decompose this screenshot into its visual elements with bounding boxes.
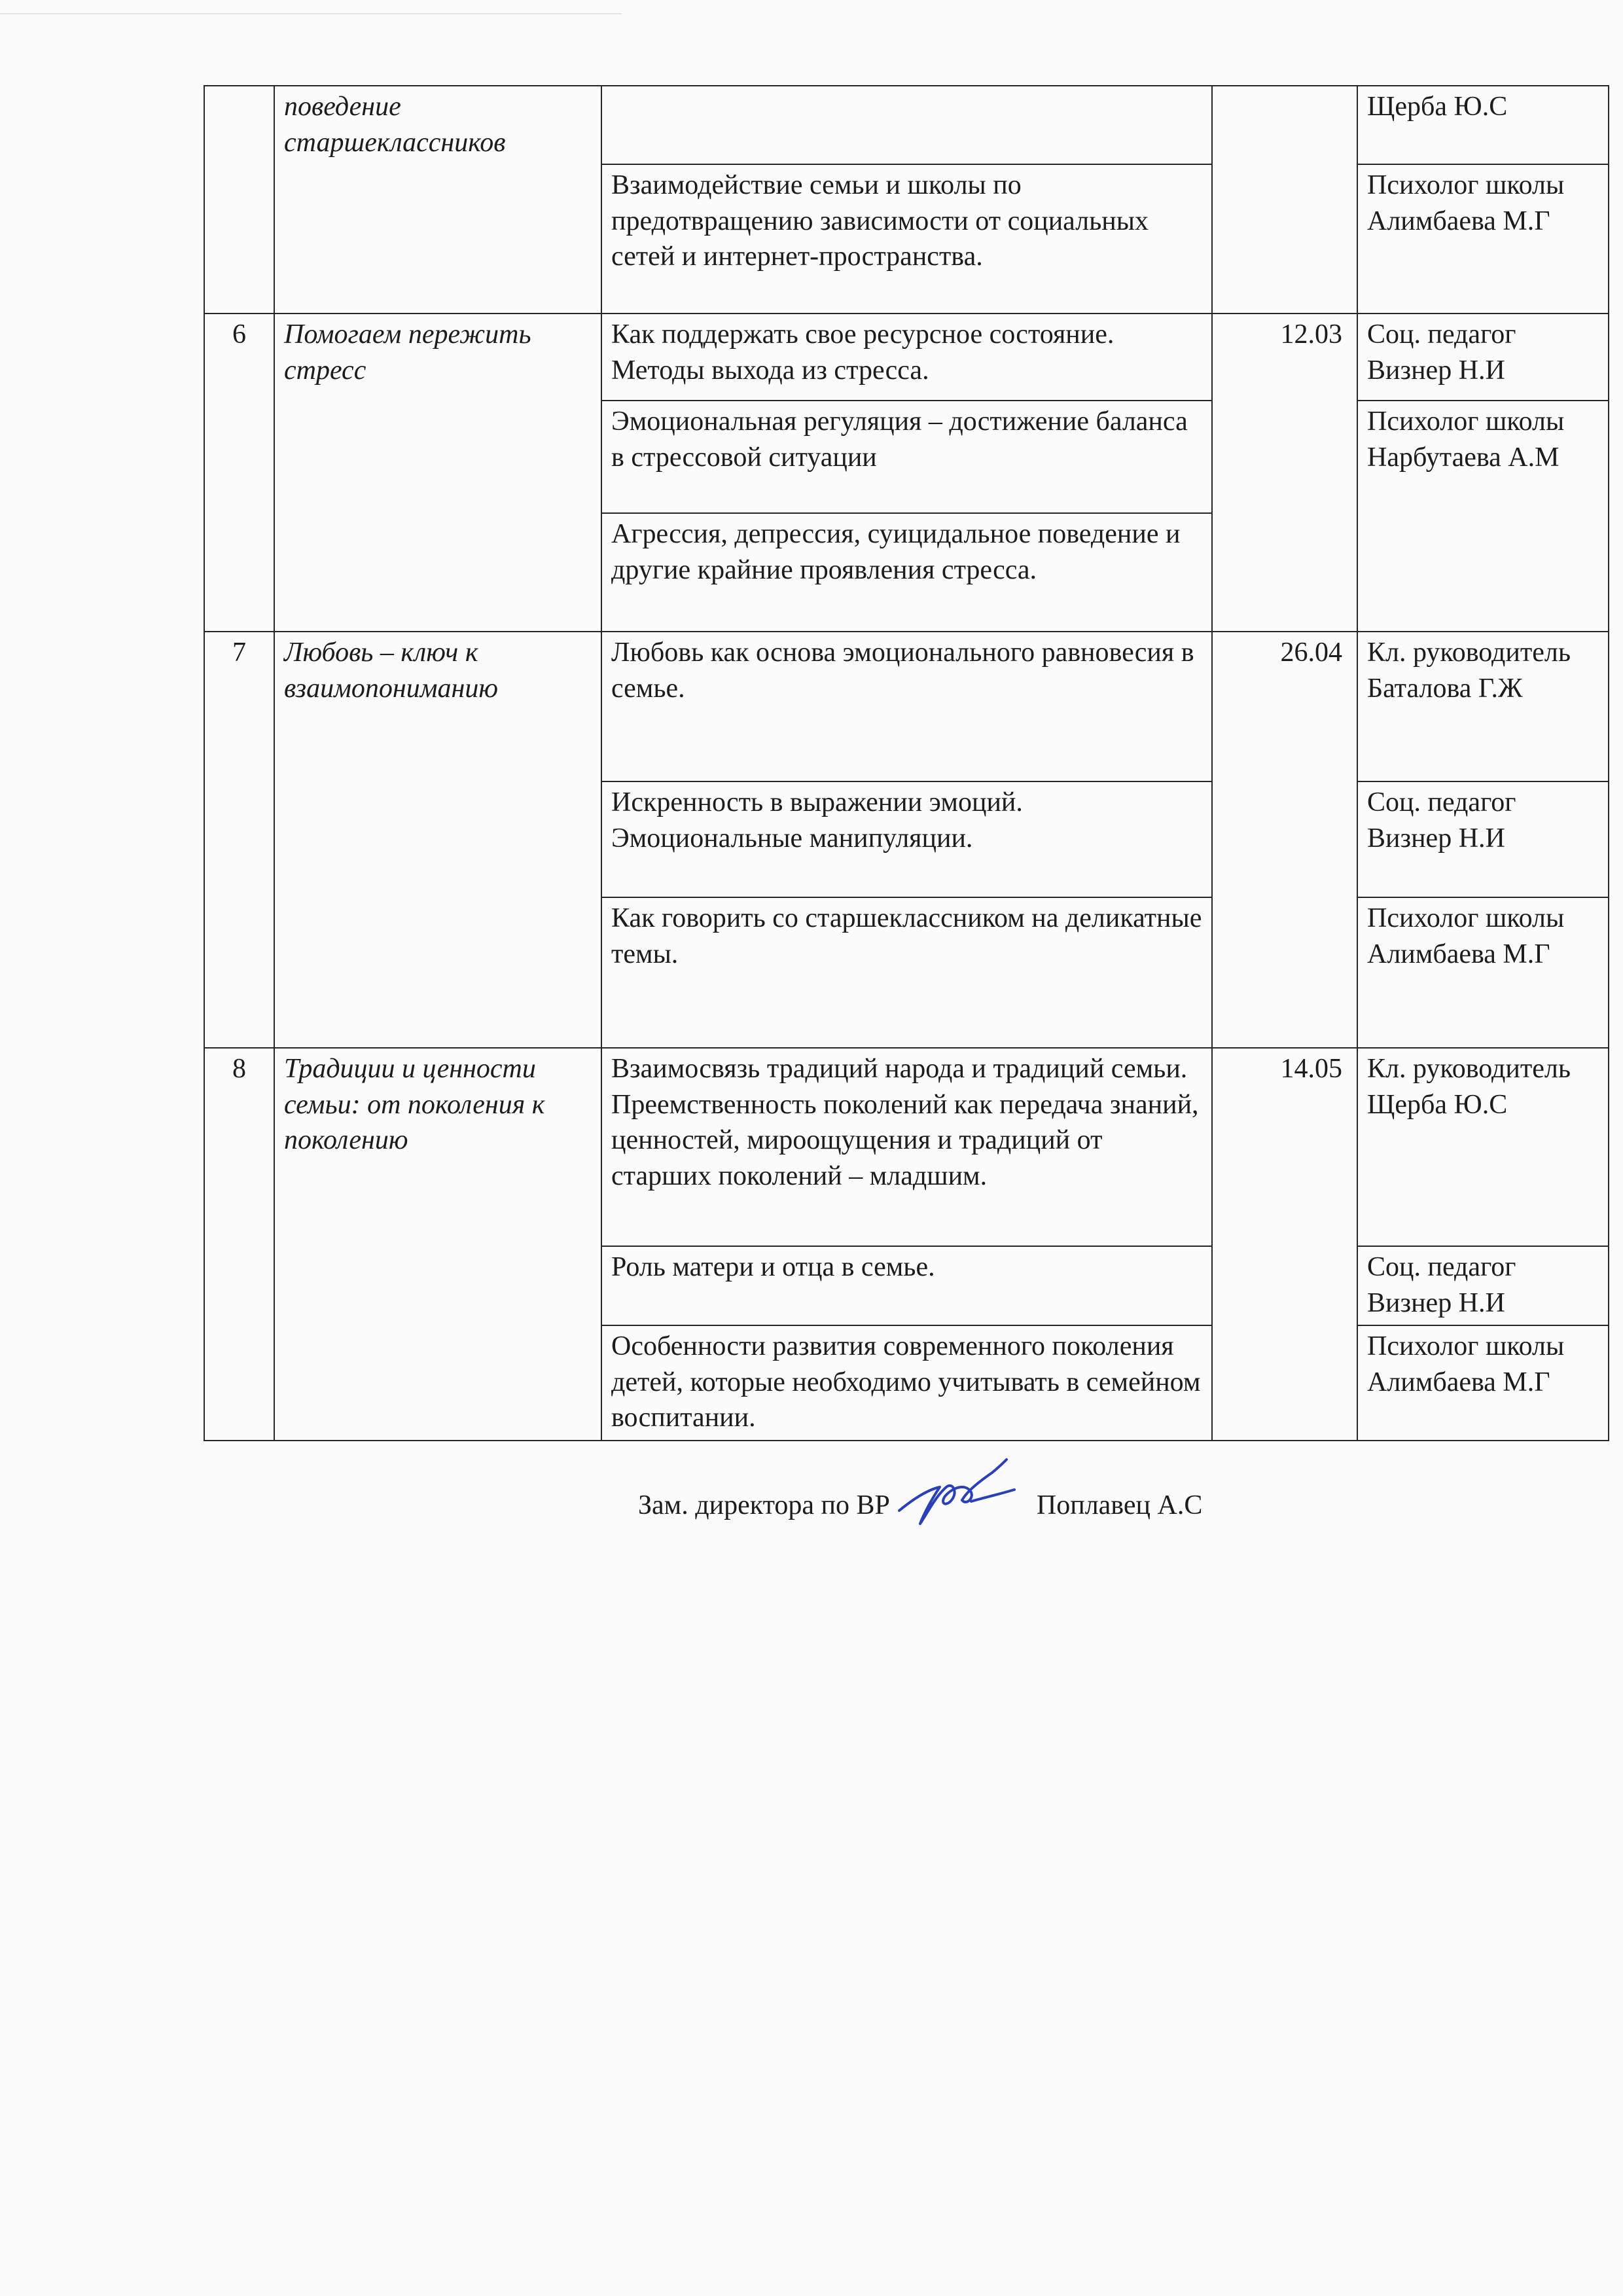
theme-cell: поведение старшеклассников — [274, 86, 601, 314]
handwritten-signature — [894, 1453, 1018, 1532]
responsible-cell: Щерба Ю.С — [1357, 86, 1609, 164]
responsible-cell: Психолог школы Алимбаева М.Г — [1357, 1325, 1609, 1441]
date-cell: 26.04 — [1212, 632, 1357, 1048]
table-row-6 — [204, 314, 1609, 401]
date-cell: 12.03 — [1212, 314, 1357, 632]
table-row-8 — [204, 1048, 1609, 1246]
theme-cell: Традиции и ценности семьи: от поколения к поколению — [274, 1048, 601, 1441]
date-cell — [1212, 86, 1357, 314]
topic-cell — [601, 86, 1212, 164]
signature-line — [638, 1479, 1202, 1532]
topic-cell: Взаимосвязь традиций народа и традиций семьи. Преемственность поколений как передача знаний, ценностей, мироощущения и традиций от старших поколений – младшим. — [601, 1048, 1212, 1246]
responsible-cell: Психолог школы Алимбаева М.Г — [1357, 164, 1609, 314]
theme-cell: Любовь – ключ к взаимопониманию — [274, 632, 601, 1048]
topic-cell: Взаимодействие семьи и школы по предотвращению зависимости от социальных сетей и интернет-пространства. — [601, 164, 1212, 314]
signature-position: Зам. директора по ВР — [638, 1490, 890, 1520]
responsible-cell: Соц. педагог Визнер Н.И — [1357, 314, 1609, 401]
responsible-cell: Соц. педагог Визнер Н.И — [1357, 781, 1609, 897]
scan-edge-line — [0, 13, 622, 14]
row-number-cell — [204, 86, 274, 314]
topic-cell: Агрессия, депрессия, суицидальное поведение и другие крайние проявления стресса. — [601, 513, 1212, 632]
topic-cell: Искренность в выражении эмоций. Эмоциональные манипуляции. — [601, 781, 1212, 897]
events-table — [204, 85, 1609, 1441]
responsible-cell: Кл. руководитель Баталова Г.Ж — [1357, 632, 1609, 781]
responsible-cell: Соц. педагог Визнер Н.И — [1357, 1246, 1609, 1325]
table-row-continued — [204, 86, 1609, 164]
row-number-cell: 7 — [204, 632, 274, 1048]
topic-cell: Любовь как основа эмоционального равновесия в семье. — [601, 632, 1212, 781]
responsible-cell: Психолог школы Нарбутаева А.М — [1357, 401, 1609, 632]
topic-cell: Как говорить со старшеклассником на деликатные темы. — [601, 897, 1212, 1048]
row-number-cell: 8 — [204, 1048, 274, 1441]
topic-cell: Эмоциональная регуляция – достижение баланса в стрессовой ситуации — [601, 401, 1212, 513]
topic-cell: Роль матери и отца в семье. — [601, 1246, 1212, 1325]
table-row-7 — [204, 632, 1609, 781]
row-number-cell: 6 — [204, 314, 274, 632]
topic-cell: Особенности развития современного поколения детей, которые необходимо учитывать в семейном воспитании. — [601, 1325, 1212, 1441]
theme-cell: Помогаем пережить стресс — [274, 314, 601, 632]
signature-name: Поплавец А.С — [1036, 1490, 1203, 1520]
responsible-cell: Психолог школы Алимбаева М.Г — [1357, 897, 1609, 1048]
topic-cell: Как поддержать свое ресурсное состояние. Методы выхода из стресса. — [601, 314, 1212, 401]
responsible-cell: Кл. руководитель Щерба Ю.С — [1357, 1048, 1609, 1246]
date-cell: 14.05 — [1212, 1048, 1357, 1441]
